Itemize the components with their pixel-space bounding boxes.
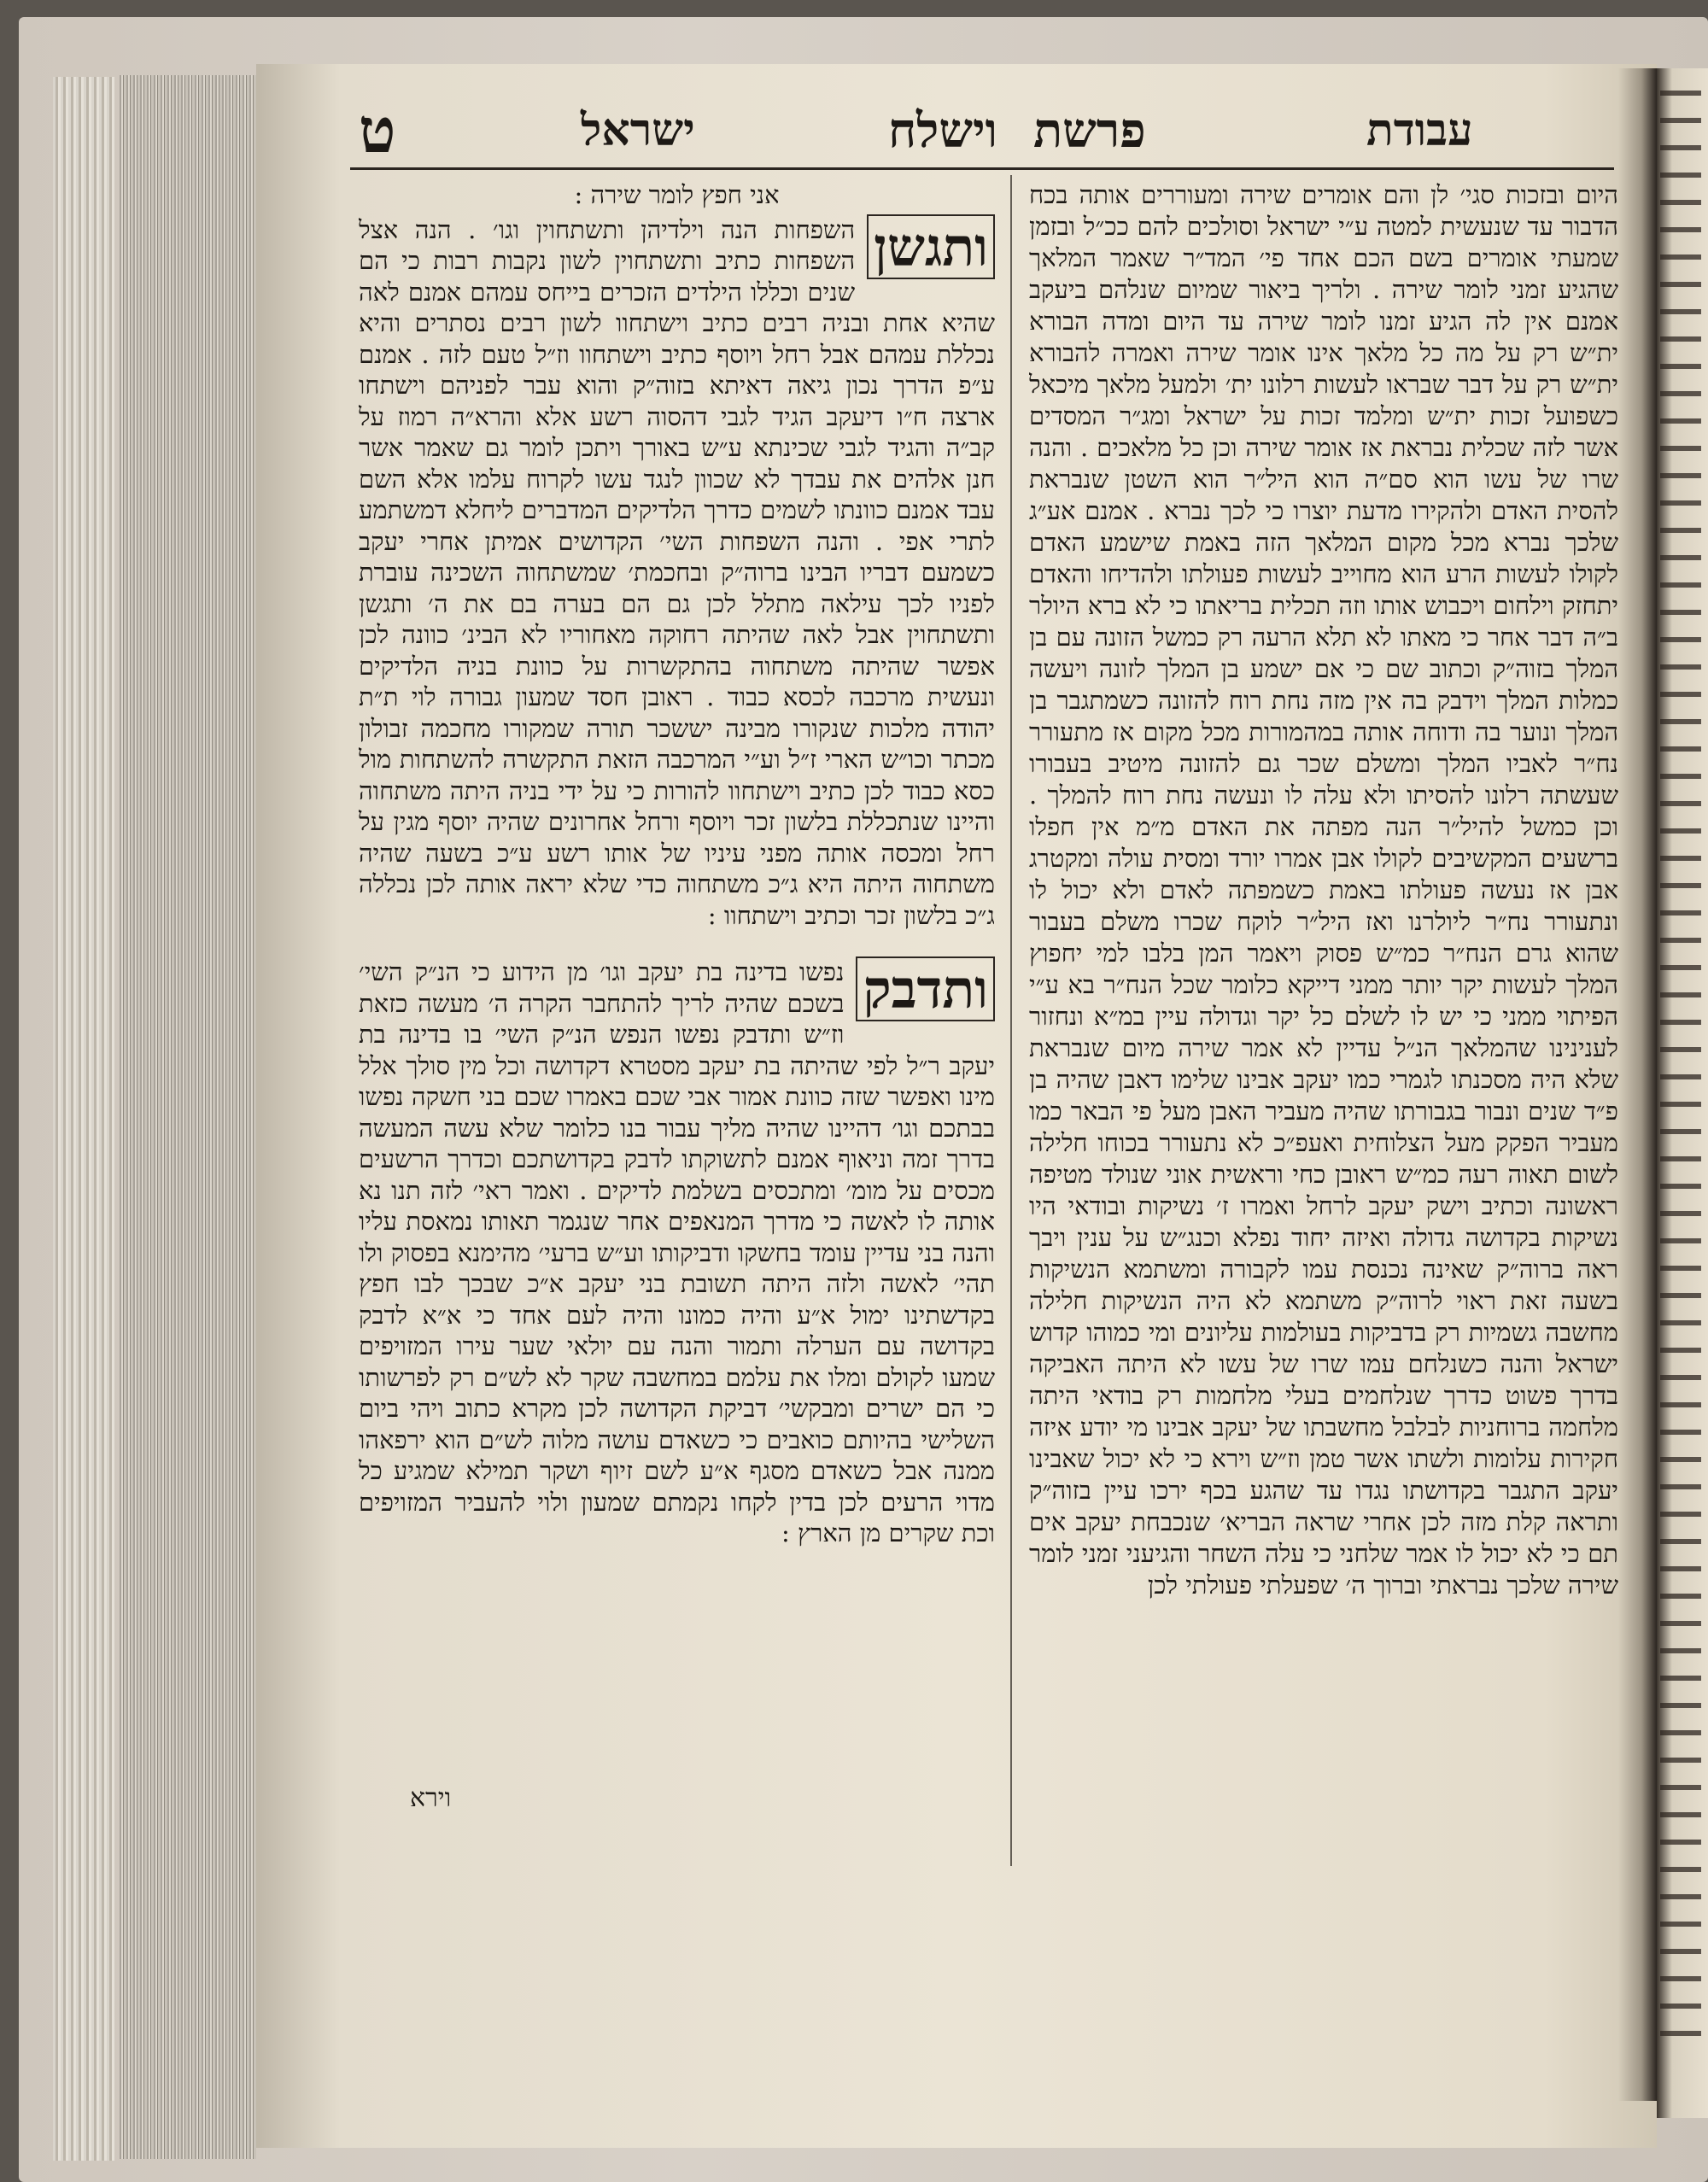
page-number-letter: ט (359, 94, 396, 167)
running-head-yisrael: ישראל (581, 104, 695, 156)
page-edges (120, 75, 256, 2159)
facing-page-edge (1657, 68, 1708, 2118)
right-column-text: היום ובזכות סגי׳ לן והם אומרים שירה ומעוררים אותה בכח הדבור עד שנעשית למטה ע״י ישראל וסולכים להם ככ״ל ובזמן שמעתי אומרים בשם הכם אחד פי׳ המד״ר שאמר המלאך שהגיע זמני לומר שירה . ולריך ביאור שמיום שנלהם ביעקב אמנם אין לה הגיע זמנו לומר שירה עד היום ומדה הבורא ית״ש רק על מה כל מלאך אינו אומר שירה ואמרה להבורא ית״ש רק על דבר שבראו לעשות רלונו ית׳ ולמעל מלאך מיכאל כשפועל זכות ית״ש ומלמד זכות על ישראל ומג״ר המסדים אשר לזה שכלית נבראת אז אומר שירה וכן כל מלאכים . והנה שרו של עשו הוא סם״ה הוא היל״ר הוא השטן שנבראת להסית האדם ולהקירו מדעת יוצרו כי לכך נברא . אמנם אע״ג שלכך נברא מכל מקום המלאך הזה באמת שישמע האדם לקולו לעשות הרע הוא מחוייב לעשות פעולתו ולהדיחו והאדם יתחזק וילחום ויכבוש אותו וזה תכלית בריאתו כי לא ברא היולר ב״ה דבר אחר כי מאתו לא תלא הרעה רק כמשל הזונה עם בן המלך בזוה״ק וכתוב שם כי אם ישמע בן המלך לזונה ויעשה כמלות המלך וידבק בה אין מזה נחת רוח להזונה כשמתגבר בן המלך ונוער בה ודוחה אותה במהמורות מכל מקום אז מתעורר נח״ר לאביו המלך ומשלם שכר גם להזונה מיטיב בעבורו שעשתה רלונו להסיתו ולא עלה לו ונעשה נחת רוח להמלך . וכן כמשל להיל״ר הנה מפתה את האדם מ״מ אין חפלו ברשעים המקשיבים לקולו אבן אמרו יורד ומסית עולה ומקטרג אבן אז נעשה פעולתו באמת כשמפתה לאדם ולא יכול לו ונתעורר נח״ר ליולרנו ואז היל״ר לוקח שכרו משלם בעבור שהוא גרם הנח״ר כמ״ש פסוק ויאמר המן בלבו למי יחפוץ המלך לעשות יקר יותר ממני דייקא כלומר שכל הנח״ר בא ע״י הפיתוי ממני כי יש לו לשלם כל יקר וגדולה עיין במ״א ונחזור לענינינו שהמלאך הנ״ל עדיין לא אמר שירה מיום שנבראת שלא היה מסכנתו לגמרי כמו יעקב אבינו שלימו דאבן שהיה בן פ״ד שנים ונבור בגבורתו שהיה מעביר האבן מעל פי הבאר כמו מעביר הפקק מעל הצלוחית ואעפ״כ לא נתעורר בכוחו חלילה לשום תאוה רעה כמ״ש ראובן כחי וראשית אוני שנולד מטיפה ראשונה וכתיב וישק יעקב לרחל ואמרו ז׳ נשיקות ובודאי היו נשיקות בקדושה גדולה ואיזה יחוד נפלא וכנג״ש על ענין ויבך ראה ברוה״ק שאינה נכנסת עמו לקבורה ומשתמא הנשיקות בשעה זאת ראוי לרוה״ק משתמא לא היה הנשיקות חלילה מחשבה גשמיות רק בדביקות בעולמות עליונים ומי כמוהו קדוש ישראל והנה כשנלחם עמו שרו של עשו לא היתה האביקה בדרך פשוט כדרך שנלחמים בעלי מלחמות רק בודאי היתה מלחמה ברוחניות לבלבל מחשבתו של יעקב אבינו מי יודע איזה חקירות עלומות ולשתו אשר טמן וז״ש וירא כי לא יכול שאבינו יעקב התגבר בקדושתו נגדו עד שהגע בכף ירכו עיין בזוה״ק ותראה קלת מזה לכן אחרי שראה הבריא׳ שנכבחת יעקב אים תם כי לא יכול לו אמר שלחני כי עלה השחר והגיעני זמני לומר שירה שלכך נבראתי וברוך ה׳ שפעלתי פעולתי לכן (1029, 180, 1618, 1600)
left-text-column (359, 179, 995, 1870)
lead-word-vatidbak: ותדבק (856, 956, 995, 1021)
right-text-column (1029, 179, 1618, 2015)
section-vatigashna (359, 214, 995, 932)
running-head-parashat: פרשת (1033, 102, 1146, 159)
binding-spine (53, 77, 114, 2161)
book-gutter (1618, 68, 1657, 2101)
section-vatidbak (359, 956, 995, 1549)
catchword: וירא (410, 1783, 452, 1813)
intro-line: אני חפץ לומר שירה : (574, 180, 780, 209)
running-head-avodat: עבודת (1366, 104, 1473, 156)
header-rule (350, 167, 1614, 170)
running-head-vayishlach: וישלח (888, 102, 997, 159)
section-vatidbak-text: נפשו בדינה בת יעקב וגו׳ מן הידוע כי הנ״ק השי׳ בשכם שהיה לריך להתחבר הקרה ה׳ מעשה כזאת וז״ש ותדבק נפשו הנפש הנ״ק השי׳ בו בדינה בת יעקב ר״ל לפי שהיתה בת יעקב מסטרא דקדושה וכל מין סולך אלל מינו ואפשר שזה כוונת אמור אבי שכם באמרו שכם בני חשקה נפשו בבתכם וגו׳ דהיינו שהיה מליך עבור בנו כלומר שלא עשה המעשה בדרך זמה וניאוף אמנם לתשוקתו לדבק בקדושתכם וכדרך הרשעים מכסים על מומ׳ ומתכסים בשלמת לדיקים . ואמר ראי׳ לזה תנו נא אותה לו לאשה כי מדרך המנאפים אחר שנגמר תאותו נמאסת עליו והנה בני עדיין עומד בחשקו ודביקותו וע״ש ברעי׳ מהימנא בפסוק ולו תהי׳ לאשה ולזה היתה תשובת בני יעקב א״כ שבכך לבו חפץ בקדשתינו ימול א״ע והיה כמונו והיה לעם אחד כי א״א לדבק בקדושה עם הערלה ותמור והנה עם יולאי שער עירו המזויפים שמעו לקולם ומלו את עלמם במחשבה שקר לא לש״ם רק לפרשותו כי הם ישרים ומבקשי׳ דביקת הקדושה לכן מקרא כתוב ויהי ביום השלישי בהיותם כואבים כי כשאדם עושה מלוה לש״ם הוא ירפאהו ממנה אבל כשאדם מסגף א״ע לשם זיוף ושקר תמילא שמגיע כל מדוי הרעים לכן בדין לקחו נקמתם שמעון ולוי להעביר המזויפים וכת שקרים מן הארץ : (359, 957, 995, 1547)
section-vatigashna-text: השפחות הנה וילדיהן ותשתחוין וגו׳ . הנה אצל השפחות כתיב ותשתחוין לשון נקבות רבות כי הם שנים וכללו הילדים הזכרים בייחס עמהם אמנם לאה שהיא אחת ובניה רבים כתיב וישתחוו לשון רבים נסתרים והיא נכללת עמהם אבל רחל ויוסף כתיב וישתחוו וז״ל טעם לזה . אמנם ע״פ הדרך נכון גיאה דאיתא בזוה״ק והוא עבר לפניהם וישתחו ארצה ח״ו דיעקב הגיד לגבי דהסוה רשע אלא והרא״ה רמוז על קב״ה והגיד לגבי שכינתא ע״ש באורך ויתכן לומר גם שאמר אשר חנן אלהים את עבדך לא שכוון לנגד עשו לקרוח עלמו אלא השם עבד אמנם כוונתו לשמים כדרך הלדיקים המדברים ליחלא דמשתמע לתרי אפי . והנה השפחות השי׳ הקדושים אמיתן אחרי יעקב כשמעם דבריו הבינו ברוה״ק ובחכמת׳ שמשתחוה השכינה עוברת לפניו לכך עילאה מתלל לכן גם הם בערה בם את ה׳ ותגשן ותשתחוין אבל לאה שהיתה רחוקה מאחוריו לא הבינ׳ כוונה לכן אפשר שהיתה משתחוה בהתקשרות על כוונת בניה הלדיקים ונעשית מרכבה לכסא כבוד . ראובן חסד שמעון גבורה לוי ת״ת יהודה מלכות שנקורו מבינה יששכר תורה שמקורו מחכמה זבולון מכתר וכו״ש הארי ז״ל וע״י המרכבה הזאת התקשרה להשתחות מול כסא כבוד לכן כתיב וישתחוו להורות כי על ידי בניה היתה משתחוה והיינו שנתכללת בלשון זכר ויוסף ורחל אחרונים שהיה יוסף מגין על רחל ומכסה אותה מפני עיניו של אותו רשע ע״כ בשעה שהיה משתחוה היתה היא ג״כ משתחוה כדי שלא יראה אותה לכן נכללה ג״כ בלשון זכר וכתיב וישתחוו : (359, 214, 995, 930)
column-divider (1010, 175, 1012, 1866)
lead-word-vatigashna: ותגשן (867, 214, 995, 279)
